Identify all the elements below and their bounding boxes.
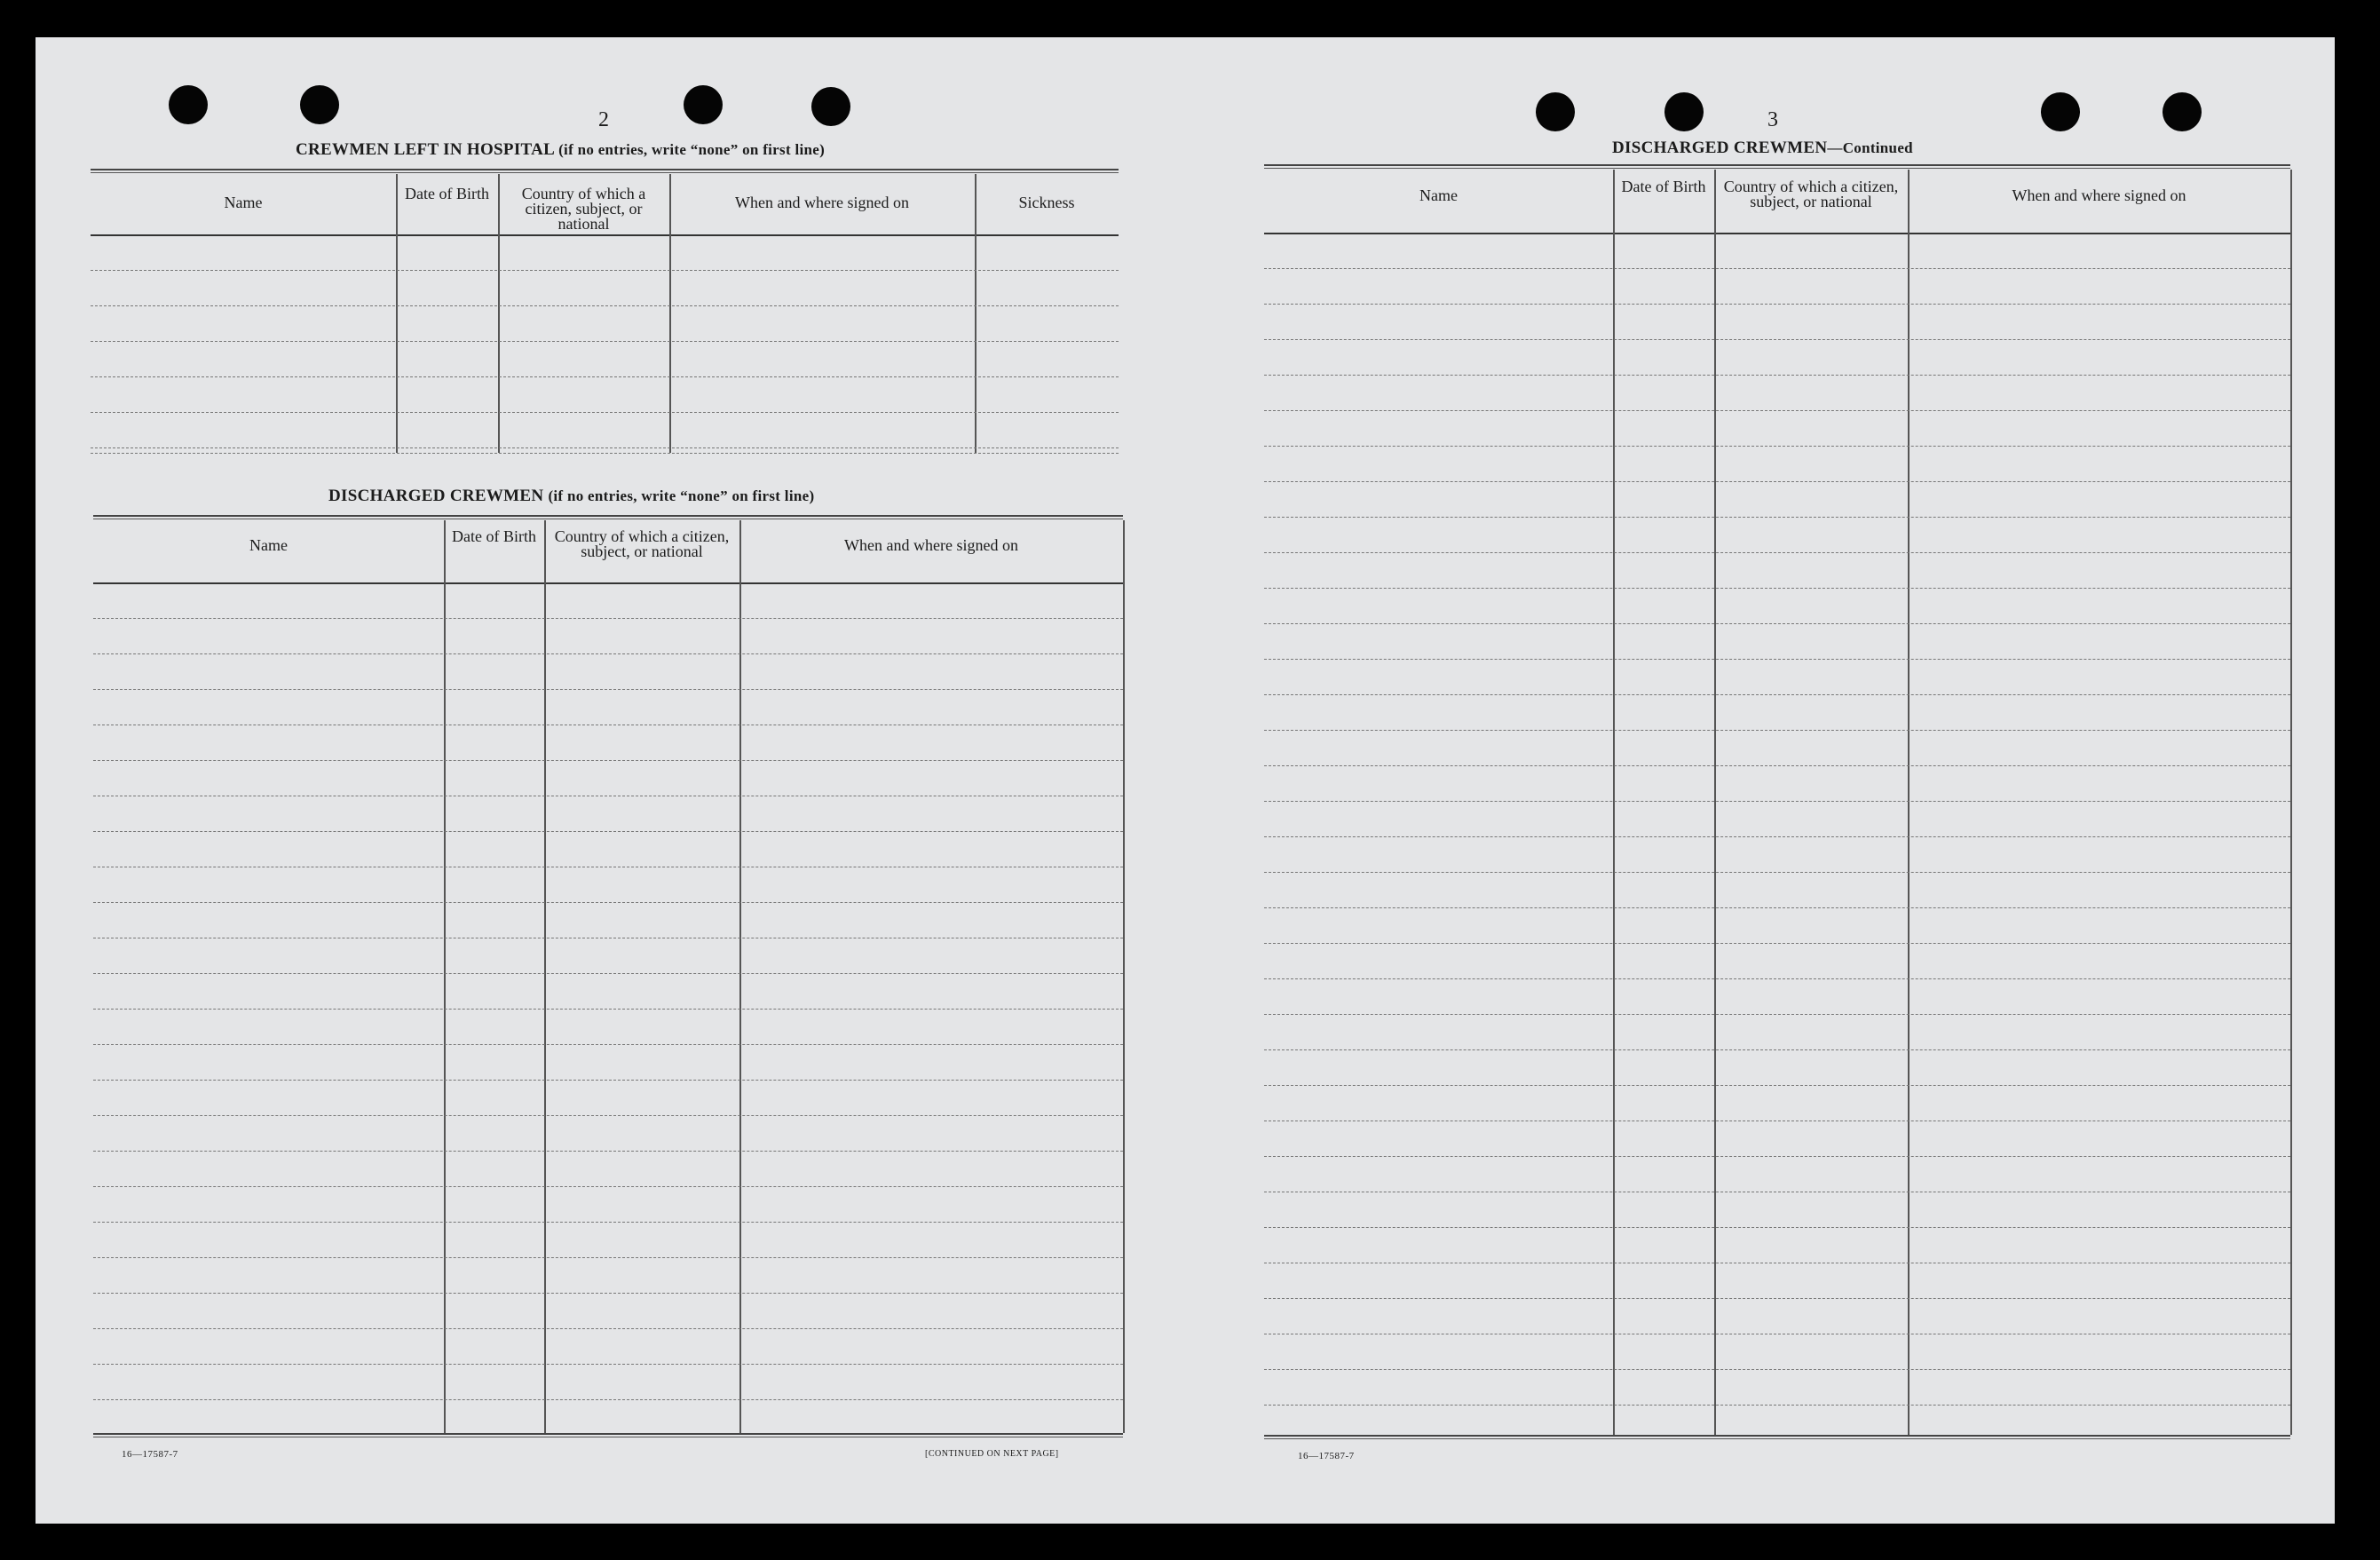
form-number: 16—17587-7	[122, 1449, 178, 1460]
entry-line	[93, 902, 1123, 903]
column-divider	[1908, 170, 1910, 1435]
entry-line	[93, 1115, 1123, 1116]
entry-line	[93, 1222, 1123, 1223]
punch-hole-icon	[169, 85, 208, 124]
hospital-section-title	[296, 140, 825, 160]
entry-line	[93, 973, 1123, 974]
discharged-table-top-rule	[93, 515, 1123, 519]
continued-suffix: —Continued	[1827, 139, 1913, 156]
table-bottom-rule	[1264, 1435, 2290, 1439]
column-header: Name	[224, 194, 263, 211]
entry-line	[1264, 446, 2290, 447]
column-divider	[2290, 170, 2292, 1435]
discharged-continued-text: DISCHARGED CREWMEN	[1612, 139, 1828, 157]
entry-line	[91, 341, 1119, 342]
column-divider	[975, 174, 977, 453]
entry-line	[1264, 907, 2290, 908]
entry-line	[93, 1257, 1123, 1258]
entry-line	[1264, 1085, 2290, 1086]
entry-line	[93, 1186, 1123, 1187]
column-header: Date of Birth	[452, 527, 536, 545]
form-number: 16—17587-7	[1298, 1451, 1355, 1461]
page-number: 2	[598, 108, 609, 131]
entry-line	[91, 270, 1119, 271]
entry-line	[1264, 659, 2290, 660]
header-bottom-rule	[91, 234, 1119, 236]
column-header: When and where signed on	[735, 194, 909, 211]
punch-hole-icon	[684, 85, 723, 124]
continued-note: [CONTINUED ON NEXT PAGE]	[925, 1449, 1059, 1459]
column-divider	[1613, 170, 1615, 1435]
entry-line	[1264, 588, 2290, 589]
entry-line	[91, 376, 1119, 377]
entry-line	[1264, 481, 2290, 482]
column-header: Country of which a citizen, subject, or national	[521, 185, 646, 233]
entry-line	[1264, 694, 2290, 695]
column-divider	[396, 174, 398, 453]
entry-line	[93, 1399, 1123, 1400]
document-sheet	[36, 37, 2335, 1524]
entry-line	[1264, 1369, 2290, 1370]
punch-hole-icon	[1664, 92, 1704, 131]
entry-line	[91, 305, 1119, 306]
entry-line	[1264, 801, 2290, 802]
column-header: When and where signed on	[844, 536, 1018, 554]
entry-line	[93, 1293, 1123, 1294]
entry-line	[1264, 304, 2290, 305]
column-divider	[444, 520, 446, 1433]
column-header: Sickness	[1018, 194, 1075, 211]
table-bottom-rule	[91, 453, 1119, 454]
entry-line	[93, 1364, 1123, 1365]
entry-line	[1264, 943, 2290, 944]
entry-line	[1264, 1014, 2290, 1015]
hospital-table-top-rule	[91, 169, 1119, 173]
entry-line	[1264, 1405, 2290, 1406]
entry-line	[93, 1009, 1123, 1010]
entry-line	[93, 1328, 1123, 1329]
discharged-title-text: DISCHARGED CREWMEN	[328, 487, 544, 505]
table-bottom-rule	[93, 1433, 1123, 1437]
punch-hole-icon	[1536, 92, 1575, 131]
header-bottom-rule	[1264, 233, 2290, 234]
entry-line	[1264, 730, 2290, 731]
entry-line	[91, 412, 1119, 413]
column-divider	[739, 520, 741, 1433]
right-table-top-rule	[1264, 164, 2290, 169]
discharged-section-title	[328, 487, 814, 506]
punch-hole-icon	[2041, 92, 2080, 131]
page-number: 3	[1767, 108, 1778, 131]
discharged-instruction: (if no entries, write “none” on first line)	[548, 487, 815, 504]
entry-line	[1264, 268, 2290, 269]
entry-line	[1264, 623, 2290, 624]
column-divider	[544, 520, 546, 1433]
discharged-continued-title	[1612, 139, 1913, 158]
entry-line	[1264, 375, 2290, 376]
entry-line	[1264, 410, 2290, 411]
entry-line	[1264, 765, 2290, 766]
column-header: Name	[249, 536, 288, 554]
punch-hole-icon	[300, 85, 339, 124]
column-header: When and where signed on	[2012, 186, 2186, 204]
column-header: Date of Birth	[405, 185, 489, 202]
entry-line	[1264, 339, 2290, 340]
column-header: Date of Birth	[1621, 178, 1706, 195]
entry-line	[93, 1080, 1123, 1081]
punch-hole-icon	[2163, 92, 2202, 131]
entry-line	[1264, 978, 2290, 979]
header-bottom-rule	[93, 582, 1123, 584]
entry-line	[91, 447, 1119, 448]
hospital-instruction: (if no entries, write “none” on first line)	[558, 141, 826, 158]
entry-line	[1264, 872, 2290, 873]
entry-line	[1264, 1156, 2290, 1157]
column-divider	[1714, 170, 1716, 1435]
column-header: Name	[1419, 186, 1458, 204]
entry-line	[1264, 517, 2290, 518]
column-divider	[498, 174, 500, 453]
entry-line	[1264, 1227, 2290, 1228]
entry-line	[1264, 552, 2290, 553]
entry-line	[93, 831, 1123, 832]
entry-line	[1264, 836, 2290, 837]
entry-line	[93, 689, 1123, 690]
column-header: Country of which a citizen, subject, or national	[1723, 178, 1899, 210]
hospital-title-text: CREWMEN LEFT IN HOSPITAL	[296, 140, 555, 159]
punch-hole-icon	[811, 87, 850, 126]
entry-line	[93, 1151, 1123, 1152]
entry-line	[93, 653, 1123, 654]
column-divider	[1123, 520, 1125, 1433]
column-header: Country of which a citizen, subject, or national	[554, 527, 730, 560]
entry-line	[1264, 1298, 2290, 1299]
entry-line	[93, 618, 1123, 619]
entry-line	[1264, 1049, 2290, 1050]
entry-line	[93, 1044, 1123, 1045]
column-divider	[669, 174, 671, 453]
entry-line	[93, 760, 1123, 761]
